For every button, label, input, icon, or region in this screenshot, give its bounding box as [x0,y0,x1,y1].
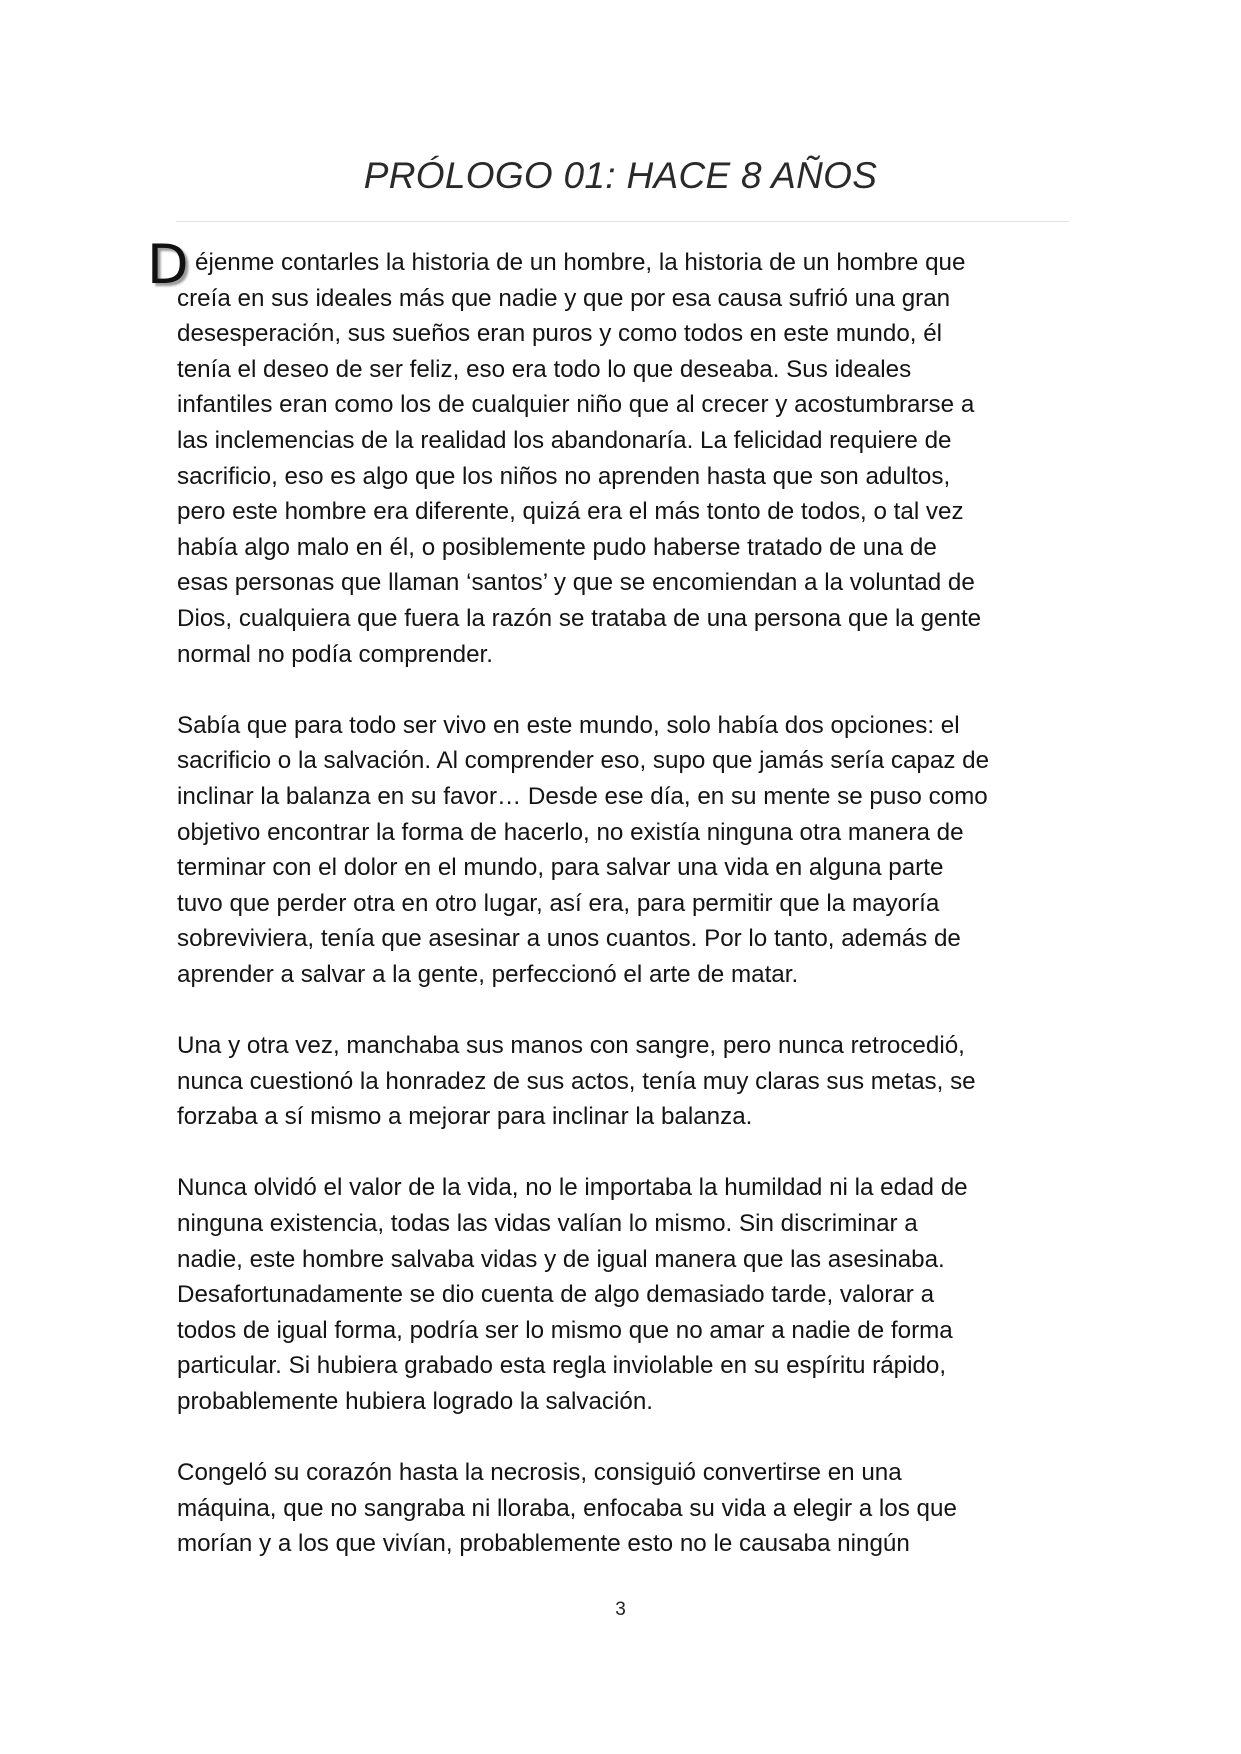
text-line: máquina, que no sangraba ni lloraba, enfocaba su vida a elegir a los que [177,1494,957,1522]
body-text [147,233,1067,1598]
text-line: nunca cuestionó la honradez de sus actos, tenía muy claras sus metas, se [177,1067,976,1095]
text-line: sacrificio, eso es algo que los niños no aprenden hasta que son adultos, [177,462,951,490]
text-line: tenía el deseo de ser feliz, eso era todo lo que deseaba. Sus ideales [177,355,912,383]
paragraph-5 [177,1455,1067,1562]
paragraph-3 [177,1028,1067,1135]
text-line: Dios, cualquiera que fuera la razón se trataba de una persona que la gente [177,604,982,632]
text-line: creía en sus ideales más que nadie y que por esa causa sufrió una gran [177,284,951,312]
text-line: normal no podía comprender. [177,640,493,668]
text-line: las inclemencias de la realidad los abandonaría. La felicidad requiere de [177,426,952,454]
text-line: Una y otra vez, manchaba sus manos con sangre, pero nunca retrocedió, [177,1032,965,1060]
text-line: sacrificio o la salvación. Al comprender eso, supo que jamás sería capaz de [177,747,990,775]
text-line: Congeló su corazón hasta la necrosis, consiguió convertirse en una [177,1459,902,1487]
text-line: sobreviviera, tenía que asesinar a unos cuantos. Por lo tanto, además de [177,925,961,953]
paragraph-4 [177,1170,1067,1419]
paragraph-1 [147,233,1067,672]
text-line: Sabía que para todo ser vivo en este mundo, solo había dos opciones: el [177,711,960,739]
text-line: pero este hombre era diferente, quizá era el más tonto de todos, o tal vez [177,498,964,526]
text-line: desesperación, sus sueños eran puros y como todos en este mundo, él [177,320,943,348]
text-line: objetivo encontrar la forma de hacerlo, no existía ninguna otra manera de [177,818,964,846]
paragraph-2 [177,708,1067,993]
text-line: ninguna existencia, todas las vidas valían lo mismo. Sin discriminar a [177,1210,918,1238]
text-line: Desafortunadamente se dio cuenta de algo demasiado tarde, valorar a [177,1281,935,1309]
text-line: había algo malo en él, o posiblemente pudo haberse tratado de una de [177,533,937,561]
text-line: tuvo que perder otra en otro lugar, así era, para permitir que la mayoría [177,889,940,917]
text-line [147,233,1067,296]
text-line: inclinar la balanza en su favor… Desde ese día, en su mente se puso como [177,782,988,810]
text-line: particular. Si hubiera grabado esta regla inviolable en su espíritu rápido, [177,1352,947,1380]
text-line: morían y a los que vivían, probablemente esto no le causaba ningún [177,1530,910,1558]
text-line: Nunca olvidó el valor de la vida, no le importaba la humildad ni la edad de [177,1174,968,1202]
text-line: probablemente hubiera logrado la salvación. [177,1388,654,1415]
text-line: nadie, este hombre salvaba vidas y de igual manera que las asesinaba. [177,1245,945,1273]
text-line-content: éjenme contarles la historia de un hombre, la historia de un hombre que [195,249,966,276]
title-divider [176,221,1069,222]
drop-cap: D [147,233,189,296]
text-line: aprender a salvar a la gente, perfeccionó el arte de matar. [177,960,799,988]
text-line: infantiles eran como los de cualquier niño que al crecer y acostumbrarse a [177,391,975,419]
text-line: todos de igual forma, podría ser lo mismo que no amar a nadie de forma [177,1316,953,1344]
page-number: 3 [615,1599,626,1620]
text-line: terminar con el dolor en el mundo, para salvar una vida en alguna parte [177,854,944,882]
chapter-title: PRÓLOGO 01: HACE 8 AÑOS [363,155,878,196]
text-line: forzaba a sí mismo a mejorar para inclinar la balanza. [177,1103,753,1131]
text-line: esas personas que llaman ‘santos’ y que se encomiendan a la voluntad de [177,569,975,597]
